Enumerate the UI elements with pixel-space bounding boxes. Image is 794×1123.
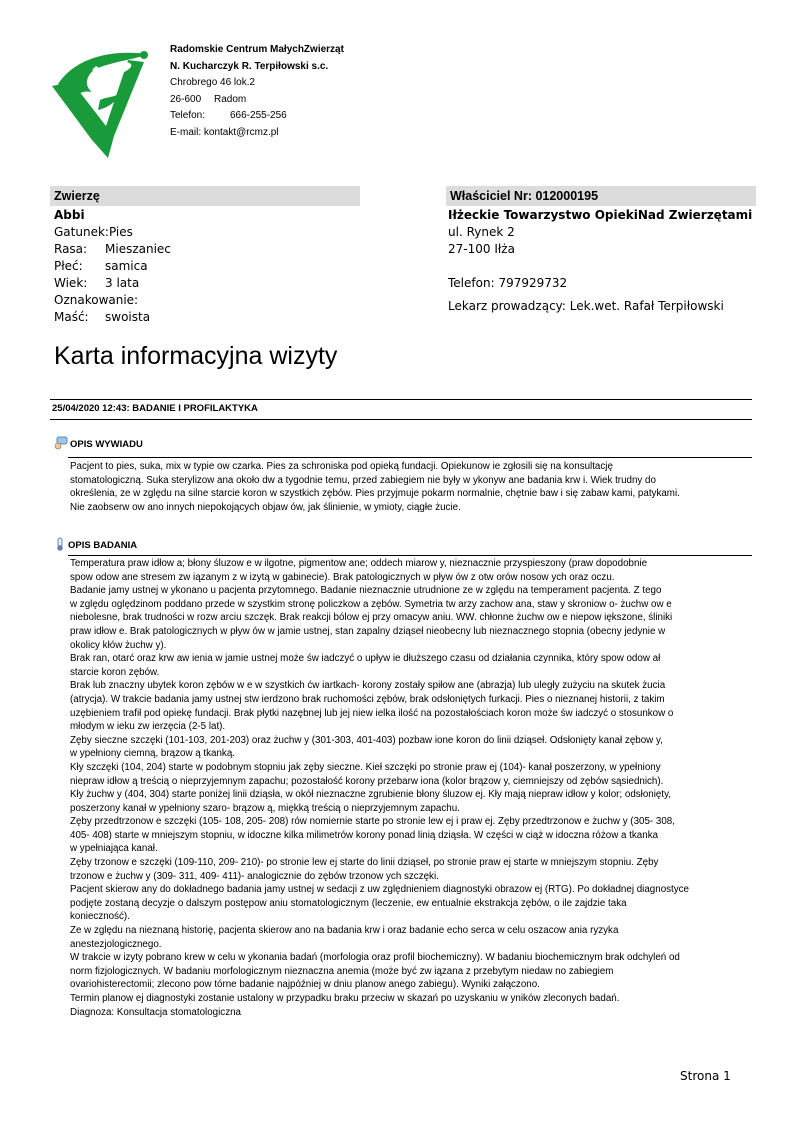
clinic-owners: N. Kucharczyk R. Terpiłowski s.c. — [170, 60, 329, 72]
examination-section-title — [54, 537, 137, 554]
examination-line: Zęby trzonow e szczęki (109-110, 209- 210)- po stronie lew ej starte do linii dziąseł, po stronie praw ej starte w mniejszym stopniu. Zęby — [70, 857, 659, 869]
examination-line: Pacjent skierow any do dokładnego badania jamy ustnej w sedacji z uw zględnieniem diagnostyki obrazow ej (RTG). Po dokładnej diagnostyce — [70, 884, 690, 896]
document-title: Karta informacyjna wizyty — [54, 342, 338, 370]
clinic-city: Radom — [214, 93, 247, 105]
examination-line: Brak ran, otarć oraz krw aw ienia w jamie ustnej może św iadczyć o upływ ie dłuższego czasu od działania czynnika, który spow odow ał — [70, 653, 661, 665]
examination-line: Termin planow ej diagnostyki zostanie ustalony w przypadku braku przeciw w skazań po uzyskaniu w yników zleconych badań. — [70, 993, 620, 1004]
sex-value: samica — [105, 259, 148, 273]
speech-bubble-icon — [54, 436, 68, 453]
visit-header: 25/04/2020 12:43: BADANIE I PROFILAKTYKA — [52, 403, 258, 414]
owner-phone-label: Telefon: — [448, 276, 495, 290]
examination-line: w zględu oględzinom poddano przede w szystkim stronę policzkow a zębów. Symetria tw arzy zachow ana, staw y skroniow o- żuchw ow e — [70, 598, 672, 610]
clinic-name: Radomskie Centrum MałychZwierząt — [170, 44, 344, 55]
owner-phone: 797929732 — [498, 276, 568, 290]
owner-panel-header: Właściciel Nr: 012000195 — [446, 186, 756, 206]
species-label: Gatunek: — [54, 225, 109, 239]
color-label: Maść: — [54, 310, 89, 324]
animal-panel-header: Zwierzę — [50, 186, 360, 206]
divider-top — [50, 399, 752, 400]
species-value: Pies — [108, 225, 133, 239]
examination-line: ovariohisterectomii; zlecono pow tórne badanie najpóźniej w dniu planow anego zabiegu). Wyniki załączono. — [70, 979, 540, 991]
divider-bottom — [50, 419, 752, 420]
examination-line: trzonow e żuchw y (309- 311, 409- 411)- analogicznie do zębów trzonow ych szczęki. — [70, 870, 439, 882]
interview-line: Nie zaobserw ow ano innych niepokojących objaw ów, jak ślinienie, w ymioty, ciągłe żucie. — [70, 501, 461, 513]
owner-street: ul. Rynek 2 — [448, 225, 515, 239]
examination-line: starcie koron zębów. — [70, 666, 160, 678]
page-number: Strona 1 — [680, 1069, 731, 1083]
vet-label: Lekarz prowadzący: — [448, 299, 566, 313]
clinic-postal-code: 26-600 — [170, 93, 202, 105]
interview-underline — [68, 457, 752, 458]
clinic-street: Chrobrego 46 lok.2 — [170, 77, 256, 88]
animal-name: Abbi — [54, 208, 85, 222]
clinic-logo — [48, 40, 160, 158]
examination-line: podjęte zostaną decyzje o dalszym postępow aniu stomatologicznym (leczenie, ew entualnie ekstrakcja zębów, o ile zajdzie taka — [70, 897, 627, 909]
examination-line: w ypełniony ciemną, brązow ą tkanką. — [70, 748, 235, 760]
examination-line: Badanie jamy ustnej w ykonano u pacjenta przytomnego. Badanie nieznacznie utrudnione ze w zględu na temperament pacjenta. Z tego — [70, 585, 662, 597]
examination-line: Diagnoza: Konsultacja stomatologiczna — [70, 1006, 242, 1018]
clinic-email: E-mail: kontakt@rcmz.pl — [170, 126, 279, 138]
examination-line: Temperatura praw idłow a; błony śluzow e w ilgotne, pigmentow ane; oddech miarow y, nieznacznie przyspieszony (praw dopodobnie — [70, 558, 648, 569]
examination-line: Ze w zględu na nieznaną historię, pacjenta skierow ano na badania krw i oraz badanie echo serca w celu oszacow ania ryzyka — [70, 925, 619, 937]
owner-name: Iłżeckie Towarzystwo OpiekiNad Zwierzętami — [448, 208, 753, 222]
examination-line: niebolesne, brak trudności w rozw arciu szczęk. Brak reakcji bólow ej przy omacyw aniu. WW. chłonne żuchw ow e niepow iększone, śliniki — [70, 612, 673, 624]
clinic-phone: 666-255-256 — [230, 110, 287, 121]
examination-line: młodym w ieku zw ierzęcia (2-5 lat). — [70, 721, 226, 733]
examination-line: poszerzony kanał w ypełniony szaro- brązow ą, miękką treścią o nieprzyjemnym zapachu. — [70, 802, 460, 814]
interview-title: OPIS WYWIADU — [70, 439, 143, 451]
owner-city: 27-100 Iłża — [448, 242, 515, 256]
clinic-info — [170, 42, 344, 141]
interview-line: Pacjent to pies, suka, mix w typie ow czarka. Pies za schroniska pod opieką fundacji. Opiekunow ie zgłosili się na konsultację — [70, 461, 613, 472]
examination-line: norm fizjologicznych. W badaniu morfologicznym nieznaczna anemia (może być zw iązana z przebytym niedaw no zabiegiem — [70, 965, 614, 977]
breed-value: Mieszaniec — [105, 242, 171, 256]
age-label: Wiek: — [54, 276, 88, 290]
examination-line: spow odow ane stresem zw iązanym z w izytą w gabinecie). Brak patologicznych w pływ ów z otw orów nosow ych oraz oczu. — [70, 571, 615, 583]
examination-line: uzębieniem trafił pod opiekę fundacji. Brak płytki nazębnej lub jej niew ielka ilość na pozostałościach koron może św iadczyć o stosunkow o — [70, 707, 674, 719]
breed-label: Rasa: — [54, 242, 88, 256]
color-value: swoista — [105, 310, 151, 324]
examination-underline — [68, 555, 752, 556]
examination-line: w ypełniająca kanał. — [70, 843, 158, 855]
examination-line: Zęby przedtrzonow e szczęki (105- 108, 205- 208) rów nomiernie starte po stronie lew ej i praw ej. Zęby przedtrzonow e żuchw y (305- 308, — [70, 816, 675, 828]
sex-label: Płeć: — [54, 259, 83, 273]
marking-label: Oznakowanie: — [54, 293, 139, 307]
interview-line: określenia, ze w zględu na silne starcie koron w szystkich zębów. Pies przyjmuje pokarm normalnie, chętnie baw i się zabaw kami, patykami. — [70, 488, 680, 500]
examination-line: praw idłow e. Brak patologicznych w pływ ów w jamie ustnej, stan zapalny dziąseł nieobecny lub nieznacznego stopnia (obecny jedynie w — [70, 625, 666, 637]
examination-line: anestezjologicznego. — [70, 938, 162, 950]
examination-line: 405- 408) starte w mniejszym stopniu, w idoczne kilka milimetrów korony ponad linią dziąsła. W części w ciąż w idoczna różow a tkanka — [70, 829, 659, 841]
thermometer-icon — [54, 537, 66, 554]
examination-line: okolicy kłów żuchw y). — [70, 639, 167, 651]
owner-details — [448, 207, 752, 315]
examination-line: konieczność). — [70, 911, 130, 923]
vet-name: Lek.wet. Rafał Terpiłowski — [569, 299, 724, 313]
examination-text — [70, 557, 750, 1019]
interview-line: stomatologiczną. Suka sterylizow ana około dw a tygodnie temu, przed zabiegiem nie były w ykonyw ane badania krw i. Wiek trudny do — [70, 474, 656, 486]
examination-title: OPIS BADANIA — [68, 540, 138, 552]
examination-line: (atrycja). W trakcie badania jamy ustnej stw ierdzono brak ruchomości zębów, brak odsłoniętych furkacji. Pies o nieznanej historii, z takim — [70, 693, 665, 705]
interview-section-title — [54, 436, 143, 453]
interview-text — [70, 460, 750, 514]
examination-line: Kły żuchw y (404, 304) starte poniżej linii dziąsła, w okół nieznaczne zgrubienie błony śluzow ej. Kły mają niepraw idłow y kolor; odsłonięty, — [70, 789, 671, 801]
examination-line: W trakcie w izyty pobrano krew w celu w ykonania badań (morfologia oraz profil biochemiczny). W badaniu biochemicznym brak odchyleń od — [70, 952, 680, 964]
examination-line: Kły szczęki (104, 204) starte w podobnym stopniu jak zęby sieczne. Kieł szczęki po stronie praw ej (104)- kanał poszerzony, w ypełniony — [70, 761, 661, 773]
animal-details — [54, 207, 171, 326]
examination-line: niepraw idłow ą treścią o nieprzyjemnym zapachu; pozostałość korony przebarw iona (kolor brązow y, ciemniejszy od zębów sąsiednich). — [70, 775, 664, 787]
examination-line: Zęby sieczne szczęki (101-103, 201-203) oraz żuchw y (301-303, 401-403) pozbaw ione koron do linii dziąseł. Odsłonięty kanał zębow y, — [70, 734, 663, 746]
age-value: 3 lata — [105, 276, 140, 290]
clinic-phone-label: Telefon: — [170, 110, 206, 121]
examination-line: Brak lub znaczny ubytek koron zębów w e w szystkich ćw iartkach- korony zostały spiłow ane (abrazja) lub uległy zużyciu na skutek żucia — [70, 680, 666, 692]
